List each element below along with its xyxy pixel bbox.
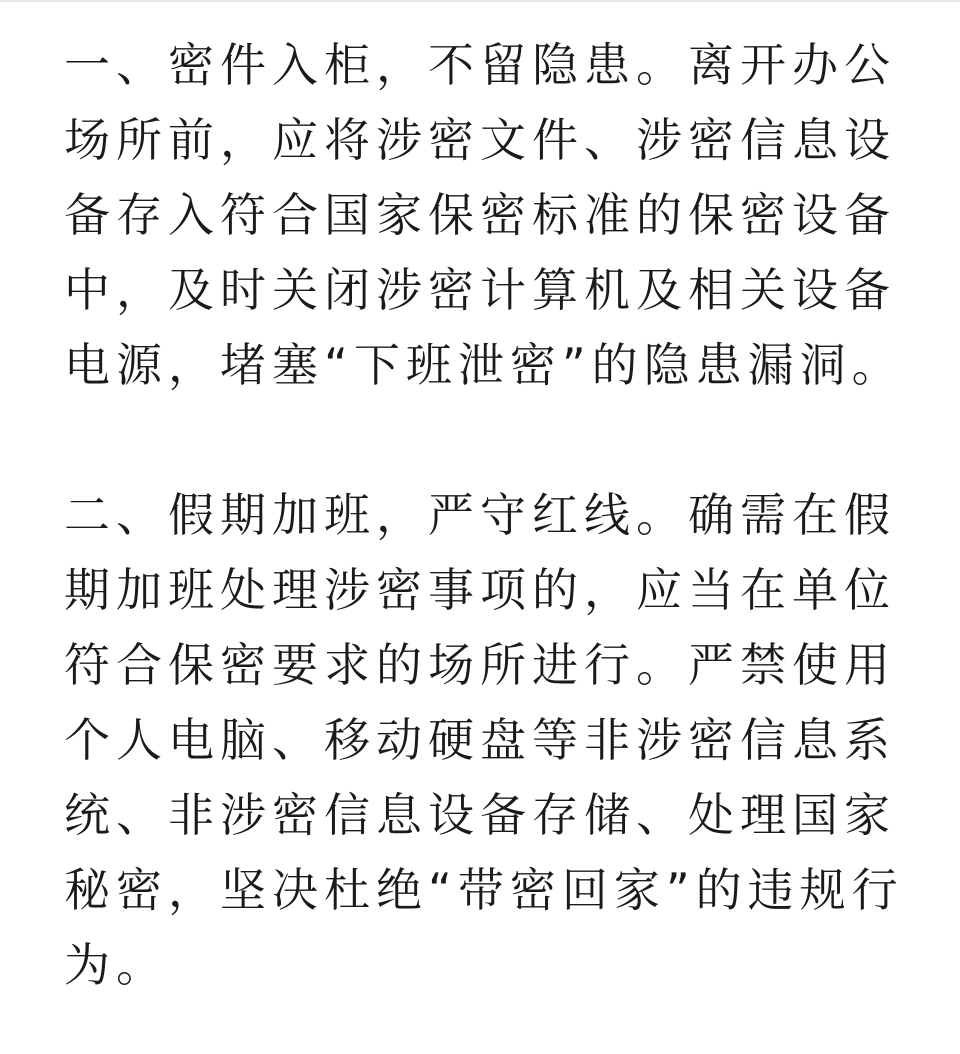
text-line: 电源，堵塞“下班泄密”的隐患漏洞。	[64, 338, 904, 392]
text-line: 二、假期加班，严守红线。确需在假	[64, 488, 896, 542]
text-line: 个人电脑、移动硬盘等非涉密信息系	[64, 713, 896, 767]
paragraph-secure-storage	[64, 28, 904, 403]
text-line: 中，及时关闭涉密计算机及相关设备	[64, 263, 896, 317]
text-line: 符合保密要求的场所进行。严禁使用	[64, 638, 896, 692]
text-line: 一、密件入柜，不留隐患。离开办公	[64, 38, 896, 92]
article-body	[64, 28, 904, 1003]
text-line: 备存入符合国家保密标准的保密设备	[64, 188, 896, 242]
top-divider	[0, 0, 960, 2]
paragraph-holiday-overtime	[64, 478, 904, 1003]
text-line: 统、非涉密信息设备存储、处理国家	[64, 788, 896, 842]
text-line: 为。	[64, 938, 168, 992]
text-line: 秘密，坚决杜绝“带密回家”的违规行	[64, 863, 904, 917]
text-line: 期加班处理涉密事项的，应当在单位	[64, 563, 896, 617]
text-line: 场所前，应将涉密文件、涉密信息设	[64, 113, 896, 167]
